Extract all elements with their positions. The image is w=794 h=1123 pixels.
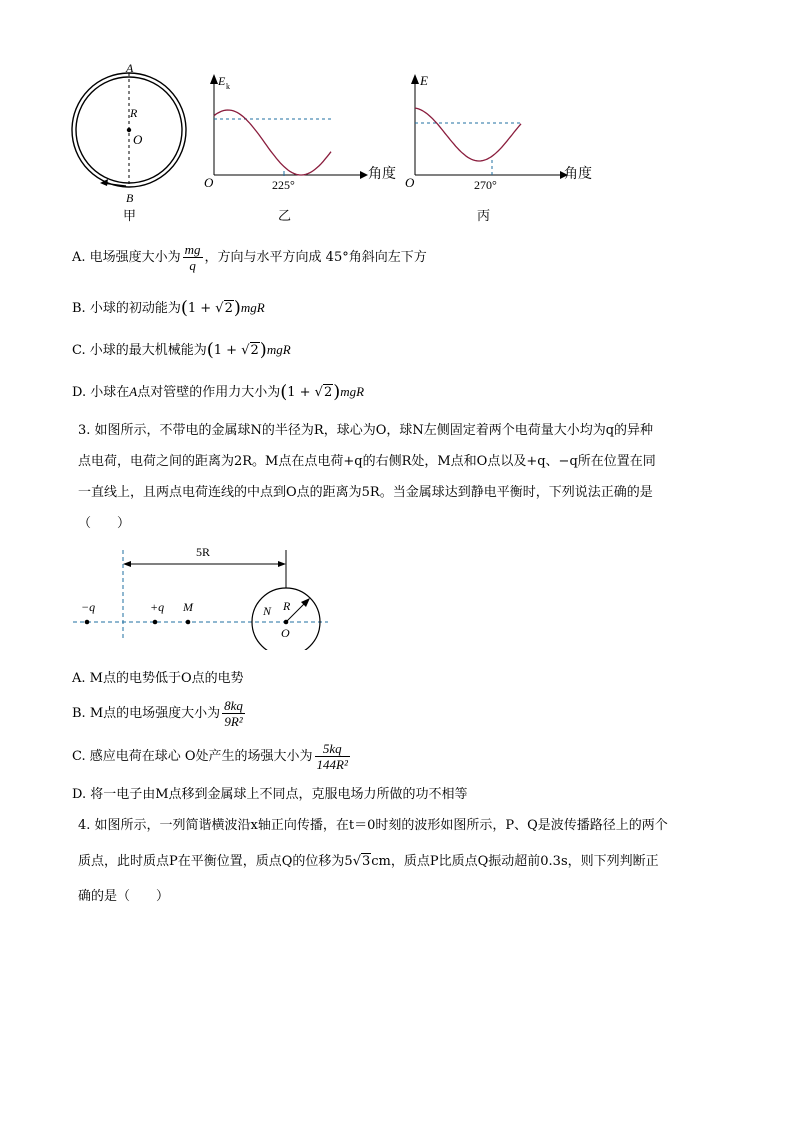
- figure-bing: [400, 70, 620, 230]
- q4-stem-line-2: 质点，此时质点P在平衡位置，质点Q的位移为5√3cm，质点P比质点Q振动超前0.3s，则下列判断正: [78, 854, 659, 869]
- jia-caption: 甲: [123, 208, 137, 223]
- jia-label-r: R: [130, 106, 138, 120]
- bing-tick: 270°: [474, 178, 497, 192]
- q3-fig-dist: 5R: [196, 545, 211, 559]
- yi-caption: 乙: [278, 208, 292, 223]
- bing-origin: O: [405, 175, 415, 190]
- q3-b-fraction: $\frac{8kq}{\text{9R²}}$: [224, 698, 243, 729]
- jia-label-a: A: [126, 61, 134, 75]
- q2-option-a: A. 电场强度大小为 $\frac{mg}{q}$ ，方向与水平方向成 45°角斜向左下方: [72, 242, 427, 273]
- q3-figure: [70, 540, 340, 650]
- q3-fig-m: M: [183, 600, 193, 614]
- figure-jia: [60, 60, 200, 230]
- q3-fig-n: N: [263, 604, 272, 618]
- yi-axis-y: E: [218, 74, 226, 88]
- jia-label-o: O: [133, 132, 143, 147]
- q2-option-b: B. 小球的初动能为(1 + √2)mgR: [72, 297, 265, 319]
- bing-x-axis: 角度: [564, 167, 592, 182]
- q2-option-d: D. 小球在A点对管壁的作用力大小为(1 + √2)mgR: [72, 381, 365, 403]
- q3-stem-line-2: 点电荷，电荷之间的距离为2R。M点在点电荷+q的右侧R处，M点和O点以及+q、−q所在位置在同: [78, 454, 656, 469]
- yi-origin: O: [204, 175, 214, 190]
- q3-fig-pos-q: +q: [150, 600, 165, 614]
- q2-a-fraction: $\frac{mg}{q}$: [184, 242, 201, 273]
- q4-stem-line-1: 4. 如图所示，一列简谐横波沿x轴正向传播，在t＝0时刻的波形如图所示，P、Q是波传播路径上的两个: [78, 818, 668, 833]
- jia-label-b: B: [126, 191, 134, 205]
- bing-axis-y: E: [420, 73, 428, 88]
- q3-option-b: B. M点的电场强度大小为 $\frac{8kq}{\text{9R²}}$: [72, 698, 243, 729]
- q3-c-fraction: $\frac{5kq}{\text{144R²}}$: [316, 741, 348, 772]
- q3-option-c: C. 感应电荷在球心 O处产生的场强大小为 $\frac{5kq}{\text{144R²}}$: [72, 741, 348, 772]
- q2-option-c: C. 小球的最大机械能为(1 + √2)mgR: [72, 339, 291, 361]
- q3-stem-line-1: 3. 如图所示，不带电的金属球N的半径为R，球心为O，球N左侧固定着两个电荷量大小均为q的异种: [78, 423, 654, 438]
- q3-fig-neg-q: −q: [81, 600, 96, 614]
- yi-tick: 225°: [272, 178, 295, 192]
- q3-option-d: D. 将一电子由M点移到金属球上不同点，克服电场力所做的功不相等: [72, 787, 468, 802]
- q3-fig-r: R: [283, 599, 291, 613]
- q3-fig-o: O: [281, 626, 290, 640]
- q3-option-a: A. M点的电势低于O点的电势: [72, 671, 244, 686]
- figure-yi: [200, 70, 400, 230]
- q3-answer-blank: （ ）: [78, 516, 131, 531]
- bing-caption: 丙: [477, 208, 491, 223]
- yi-axis-y-sub: k: [226, 82, 230, 91]
- q4-stem-line-3: 确的是（ ）: [78, 889, 170, 904]
- yi-x-axis: 角度: [368, 167, 396, 182]
- q3-stem-line-3: 一直线上，且两点电荷连线的中点到O点的距离为5R。当金属球达到静电平衡时，下列说法正确的是: [78, 485, 653, 500]
